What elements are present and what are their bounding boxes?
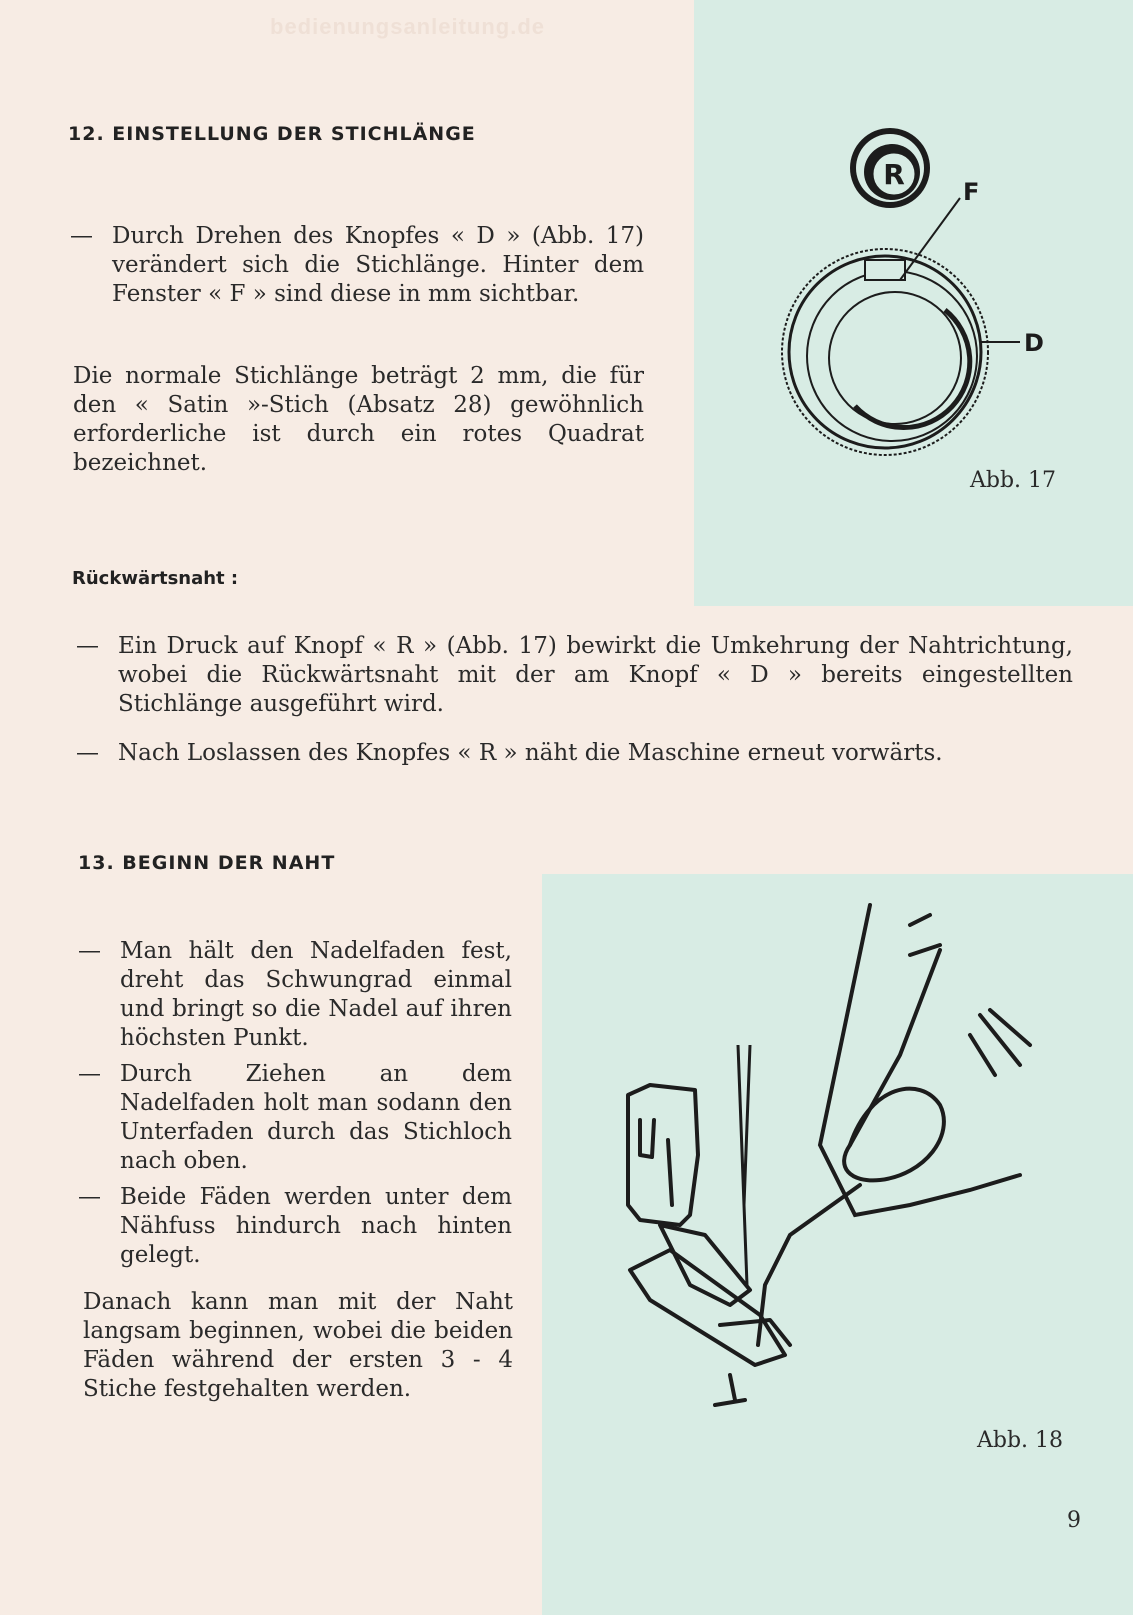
r-label: R [883,158,905,191]
f-window-label: F [963,178,980,206]
section-13-note: Danach kann man mit der Naht langsam beginnen, wobei die beiden Fäden während der ersten 3 - 4 Stiche festgehalten werden. [83,1289,513,1402]
figure-18-caption: Abb. 18 [977,1428,1064,1453]
item-text: Man hält den Nadelfaden fest, dreht das Schwungrad einmal und bringt so die Nadel auf ihren höchsten Punkt. [120,938,512,1051]
dash-bullet: — [76,633,99,659]
item-text: Nach Loslassen des Knopfes « R » näht die Maschine erneut vorwärts. [118,740,943,766]
item-text: Durch Ziehen an dem Nadelfaden holt man sodann den Unterfaden durch das Stichloch nach oben. [120,1061,512,1174]
dash-bullet: — [78,938,101,964]
section-13-item-1 [78,937,512,1053]
item-text: Beide Fäden werden unter dem Nähfuss hindurch nach hinten gelegt. [120,1184,512,1268]
stitch-length-dial-icon [782,198,1020,455]
section-13-item-2 [78,1060,512,1176]
dash-bullet: — [78,1061,101,1087]
section-12-item-1 [70,222,644,309]
fingers-holding-thread-icon [758,905,1030,1345]
r-button-icon [850,128,930,208]
figure-17-illustration [780,120,1080,460]
dash-bullet: — [76,740,99,766]
dash-bullet: — [70,223,93,249]
reverse-item-2 [76,739,1073,768]
section-13-heading: 13. BEGINN DER NAHT [78,852,336,874]
dash-bullet: — [78,1184,101,1210]
presser-foot-icon [628,1085,790,1405]
d-knob-label: D [1024,329,1044,357]
figure-18-illustration [610,905,1080,1475]
watermark: bedienungsanleitung.de [270,14,546,39]
reverse-item-1 [76,632,1073,719]
figure-17-caption: Abb. 17 [970,468,1057,493]
item-text: Ein Druck auf Knopf « R » (Abb. 17) bewirkt die Umkehrung der Nahtrichtung, wobei die Rückwärtsnaht mit der am Knopf « D » bereits eingestellten Stichlänge ausgeführt wird. [118,633,1073,717]
page-number: 9 [1067,1508,1081,1533]
reverse-stitch-heading: Rückwärtsnaht : [72,568,239,589]
section-12-note: Die normale Stichlänge beträgt 2 mm, die für den « Satin »-Stich (Absatz 28) gewöhnlich erforderliche ist durch ein rotes Quadrat bezeichnet. [73,363,644,476]
section-13-item-3 [78,1183,512,1270]
item-text: Durch Drehen des Knopfes « D » (Abb. 17) verändert sich die Stichlänge. Hinter dem Fenster « F » sind diese in mm sichtbar. [112,223,644,307]
needle-icon [738,1045,750,1285]
section-12-heading: 12. EINSTELLUNG DER STICHLÄNGE [68,123,476,145]
